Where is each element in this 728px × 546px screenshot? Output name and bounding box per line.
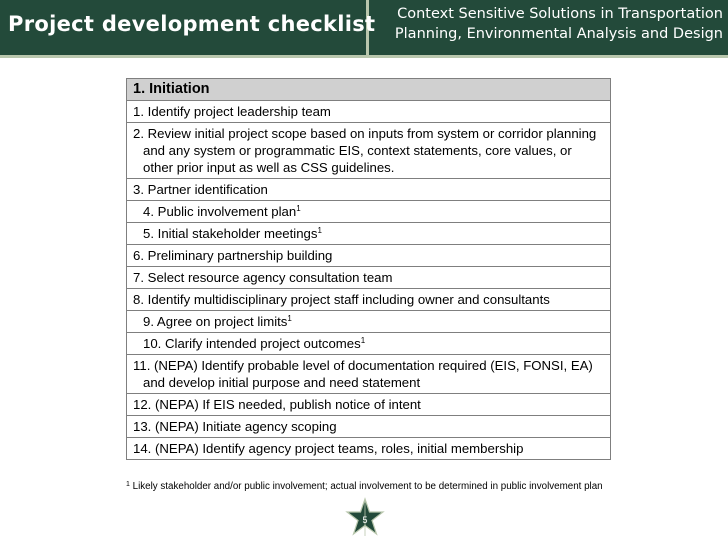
checklist-item-text: 1. Identify project leadership team (133, 104, 331, 119)
checklist-item-text: 8. Identify multidisciplinary project staff including owner and consultants (133, 292, 550, 307)
checklist-row (127, 394, 611, 416)
page-title: Project development checklist (8, 12, 376, 36)
checklist-item-text: 5. Initial stakeholder meetings (143, 226, 318, 241)
checklist-row (127, 245, 611, 267)
checklist-item-text: 9. Agree on project limits (143, 314, 288, 329)
checklist-item (127, 123, 611, 179)
checklist-item-text: 12. (NEPA) If EIS needed, publish notice of intent (133, 397, 421, 412)
checklist-row (127, 101, 611, 123)
checklist-item-text: 14. (NEPA) Identify agency project teams, roles, initial membership (133, 441, 524, 456)
checklist-row (127, 123, 611, 179)
checklist-row (127, 355, 611, 394)
checklist-item-text: 13. (NEPA) Initiate agency scoping (133, 419, 337, 434)
checklist-item (127, 311, 611, 333)
checklist-item (127, 179, 611, 201)
checklist-item-text: 10. Clarify intended project outcomes (143, 336, 361, 351)
checklist-item-text: 2. Review initial project scope based on inputs from system or corridor planning and any system or programmatic EIS, context statements, core values, or other prior input as well as CSS guidelines. (133, 126, 597, 175)
checklist-item-text: 6. Preliminary partnership building (133, 248, 333, 263)
checklist-item (127, 416, 611, 438)
page-number: 5 (362, 515, 368, 525)
checklist-table (126, 78, 611, 460)
checklist-row (127, 438, 611, 460)
checklist-row (127, 223, 611, 245)
checklist-row (127, 289, 611, 311)
checklist-item (127, 245, 611, 267)
checklist-item (127, 201, 611, 223)
footnote-marker: 1 (126, 481, 130, 488)
checklist-item-text: 11. (NEPA) Identify probable level of documentation required (EIS, FONSI, EA) and develop initial purpose and need statement (133, 358, 593, 390)
checklist-item (127, 355, 611, 394)
footnote-reference: 1 (287, 314, 292, 323)
footnote-reference: 1 (360, 336, 366, 345)
footnote (126, 481, 626, 492)
checklist-row (127, 311, 611, 333)
checklist-item (127, 267, 611, 289)
checklist-item (127, 223, 611, 245)
footnote-reference: 1 (317, 226, 322, 235)
checklist-item (127, 394, 611, 416)
star-logo-icon (344, 496, 386, 542)
checklist-item-text: 4. Public involvement plan (143, 204, 297, 219)
checklist-item (127, 101, 611, 123)
page-subtitle (378, 4, 723, 44)
footnote-reference: 1 (296, 204, 301, 213)
checklist-item (127, 333, 611, 355)
checklist-item (127, 438, 611, 460)
footnote-text: Likely stakeholder and/or public involvement; actual involvement to be determined in public involvement plan (132, 481, 603, 492)
checklist-heading: 1. Initiation (127, 79, 611, 101)
checklist-row (127, 333, 611, 355)
subtitle-line-1: Context Sensitive Solutions in Transportation (397, 6, 723, 22)
checklist-item-text: 3. Partner identification (133, 182, 268, 197)
checklist-row (127, 267, 611, 289)
checklist-row (127, 179, 611, 201)
checklist-item-text: 7. Select resource agency consultation team (133, 270, 393, 285)
checklist-heading-row (127, 79, 611, 101)
checklist-row (127, 416, 611, 438)
header-accent-band (0, 55, 728, 58)
checklist-item (127, 289, 611, 311)
checklist-row (127, 201, 611, 223)
subtitle-line-2: Planning, Environmental Analysis and Design (394, 26, 723, 42)
